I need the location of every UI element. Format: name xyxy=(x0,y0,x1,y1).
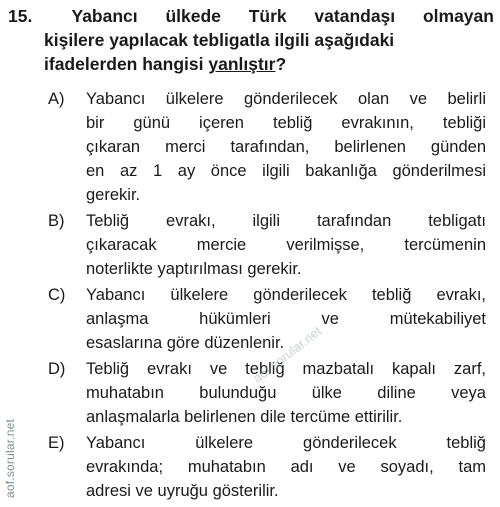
option-text xyxy=(86,209,486,281)
option-text xyxy=(86,431,486,503)
question-line-3-prefix: ifadelerden hangisi xyxy=(44,54,209,74)
option-letter: D) xyxy=(48,360,66,378)
option-letter: C) xyxy=(48,286,66,304)
option-b[interactable] xyxy=(48,209,486,281)
question-line-2: kişilere yapılacak tebligatla ilgili aşağıdaki xyxy=(44,30,395,50)
option-line: bir günü içeren tebliğ evrakının, tebliği xyxy=(86,114,486,132)
option-line: çıkaracak mercie verilmişse, tercümenin xyxy=(86,236,486,254)
option-line: evrakında; muhatabın adı ve soyadı, tam xyxy=(86,458,486,476)
option-line: anlaşma hükümleri ve mütekabiliyet xyxy=(86,310,486,328)
option-line: en az 1 ay önce ilgili bakanlığa gönderilmesi xyxy=(86,162,486,180)
option-letter: A) xyxy=(48,90,65,108)
question-word: Türk xyxy=(248,6,287,26)
question-keyword-underlined: yanlıştır xyxy=(208,54,276,74)
side-watermark: aof.sorular.net xyxy=(3,418,17,498)
option-line: gerekir. xyxy=(86,186,141,204)
option-line: esaslarına göre düzenlenir. xyxy=(86,334,285,352)
option-line: Yabancı ülkelere gönderilecek tebliğ xyxy=(86,434,486,452)
option-text xyxy=(86,357,486,429)
option-line: Yabancı ülkelere gönderilecek tebliğ evrakı, xyxy=(86,286,486,304)
question-word: olmayan xyxy=(422,6,494,26)
option-line: anlaşmalarla belirlenen dile tercüme ettirilir. xyxy=(86,408,403,426)
option-line: Yabancı ülkelere gönderilecek olan ve belirli xyxy=(86,90,486,108)
option-line: Tebliğ evrakı, ilgili tarafından tebligatı xyxy=(86,212,486,230)
answer-options xyxy=(48,87,486,505)
option-line: noterlikte yaptırılması gerekir. xyxy=(86,260,302,278)
option-a[interactable] xyxy=(48,87,486,207)
question-number: 15. xyxy=(8,6,33,26)
question-word: Yabancı xyxy=(71,6,138,26)
option-line: muhatabın bulunduğu ülke diline veya xyxy=(86,384,486,402)
option-c[interactable] xyxy=(48,283,486,355)
option-line: Tebliğ evrakı ve tebliğ mazbatalı kapalı zarf, xyxy=(86,360,486,378)
option-line: adresi ve uyruğu gösterilir. xyxy=(86,482,279,500)
option-text xyxy=(86,87,486,207)
center-watermark: aof.sorular.net xyxy=(250,323,325,386)
question-word: ülkede xyxy=(165,6,221,26)
question-word: vatandaşı xyxy=(314,6,396,26)
question-line-3 xyxy=(8,52,494,76)
option-line: çıkaran merci tarafından, belirlenen günden xyxy=(86,138,486,156)
option-letter: E) xyxy=(48,434,65,452)
option-e[interactable] xyxy=(48,431,486,503)
question-line-1 xyxy=(8,4,494,28)
question-stem xyxy=(8,4,494,76)
question-mark: ? xyxy=(275,54,287,74)
option-letter: B) xyxy=(48,212,65,230)
